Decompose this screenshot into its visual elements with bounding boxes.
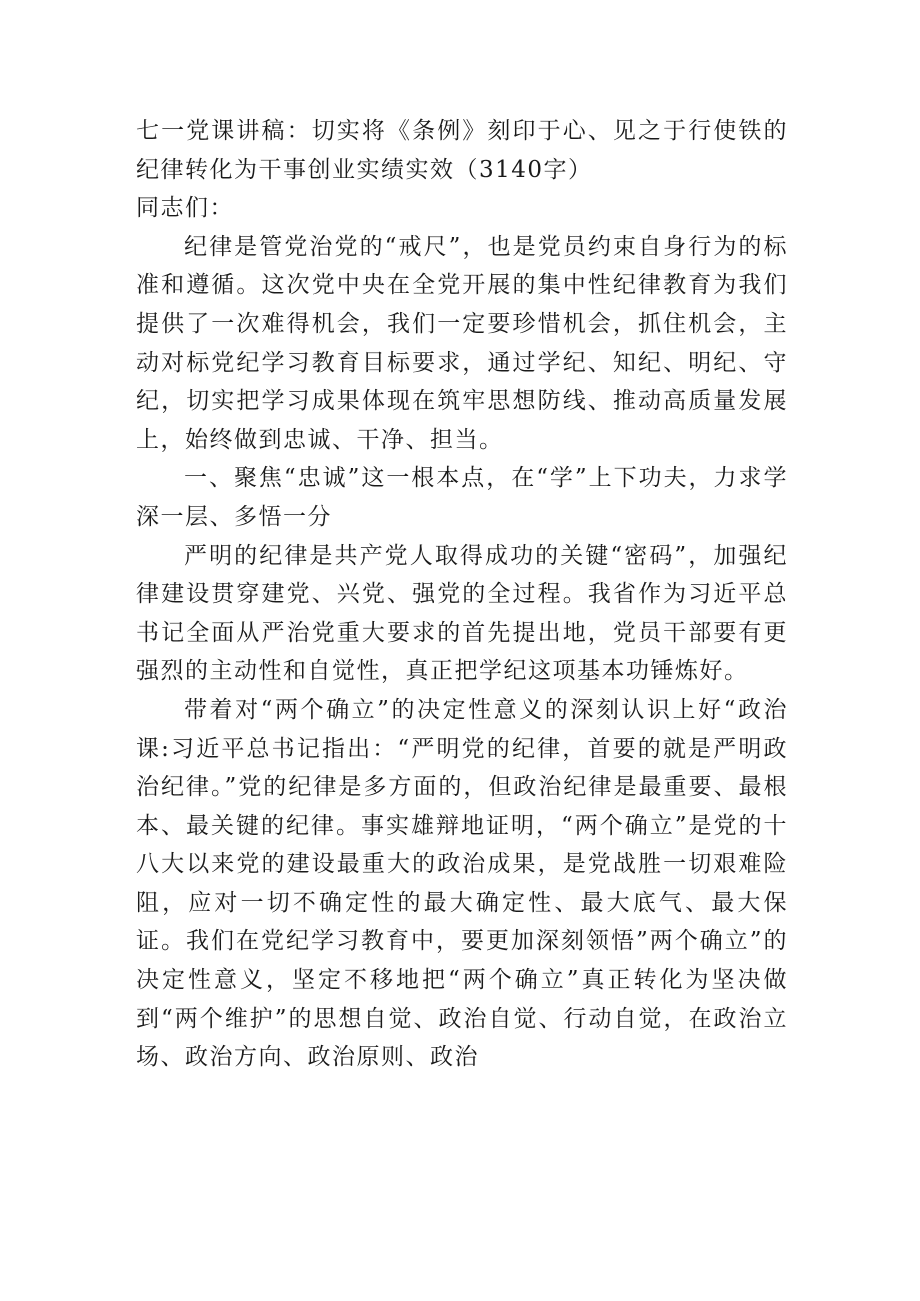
paragraph-intro: 纪律是管党治党的“戒尺”，也是党员约束自身行为的标准和遵循。这次党中央在全党开展的集中性纪律教育为我们提供了一次难得机会，我们一定要珍惜机会，抓住机会，主动对标党纪学习教育目标要求，通过学纪、知纪、明纪、守纪，切实把学习成果体现在筑牢思想防线、推动高质量发展上，始终做到忠诚、干净、担当。 xyxy=(136,233,788,453)
paragraph-discipline-code: 严明的纪律是共产党人取得成功的关键“密码”，加强纪律建设贯穿建党、兴党、强党的全过程。我省作为习近平总书记全面从严治党重大要求的首先提出地，党员干部要有更强烈的主动性和自觉性，真正把学纪这项基本功锤炼好。 xyxy=(136,542,788,685)
document-title: 七一党课讲稿：切实将《条例》刻印于心、见之于行使铁的纪律转化为干事创业实绩实效（3140字） xyxy=(136,118,788,183)
paragraph-political-discipline: 带着对“两个确立”的决定性意义的深刻认识上好“政治课:习近平总书记指出：“严明党的纪律，首要的就是严明政治纪律。”党的纪律是多方面的，但政治纪律是最重要、最根本、最关键的纪律。事实雄辩地证明，“两个确立”是党的十八大以来党的建设最重大的政治成果，是党战胜一切艰难险阻，应对一切不确定性的最大确定性、最大底气、最大保证。我们在党纪学习教育中，要更加深刻领悟”两个确立”的决定性意义，坚定不移地把“两个确立”真正转化为坚决做到“两个维护”的思想自觉、政治自觉、行动自觉，在政治立场、政治方向、政治原则、政治 xyxy=(136,696,788,1071)
document-body xyxy=(136,112,788,1077)
salutation: 同志们： xyxy=(136,195,234,222)
section-heading-1: 一、聚焦“忠诚”这一根本点，在“学”上下功夫，力求学深一层、多悟一分 xyxy=(136,465,788,530)
